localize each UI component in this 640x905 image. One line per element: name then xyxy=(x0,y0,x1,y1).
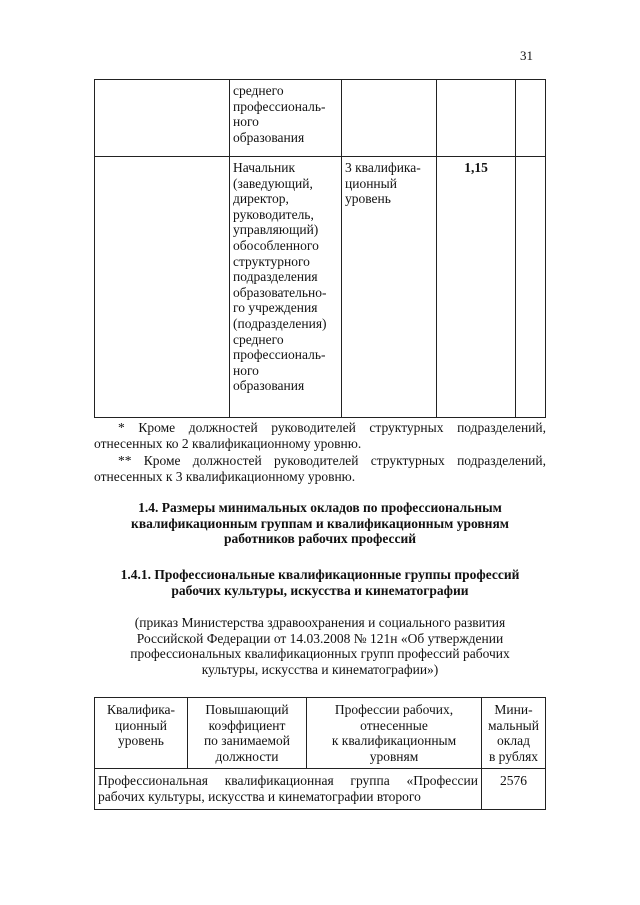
coefficient-cell: 1,15 xyxy=(437,157,516,418)
table-row xyxy=(95,769,546,809)
footnote-1: * Кроме должностей руководителей структурных подразделений, отнесенных ко 2 квалификационному уровню. xyxy=(94,420,546,451)
table-cell: среднего профессиональ- ного образования xyxy=(230,80,342,157)
table-cell xyxy=(342,80,437,157)
position-cell: Начальник (заведующий, директор, руководитель, управляющий) обособленного структурного подразделения образовательно- го учреждения (подразделения) среднего профессиональ- ного образования xyxy=(230,157,342,418)
subsection-heading: 1.4.1. Профессиональные квалификационные группы профессий рабочих культуры, искусства и кинематографии xyxy=(120,567,520,598)
table-cell xyxy=(95,157,230,418)
salary-cell: 2576 xyxy=(482,769,546,809)
positions-table-continued xyxy=(94,79,546,418)
table-cell xyxy=(516,80,546,157)
column-header: Профессии рабочих, отнесенные к квалификационным уровням xyxy=(307,698,482,769)
table-cell xyxy=(437,80,516,157)
table-header-row xyxy=(95,698,546,769)
column-header: Повышающий коэффициент по занимаемой должности xyxy=(188,698,307,769)
order-reference: (приказ Министерства здравоохранения и социального развития Российской Федерации от 14.03.2008 № 121н «Об утверждении профессиональных квалификационных групп профессий рабочих культуры, искусства и кинематографии») xyxy=(130,615,510,677)
footnote-2: ** Кроме должностей руководителей структурных подразделений, отнесенных к 3 квалификационному уровню. xyxy=(94,453,546,484)
table-row xyxy=(95,80,546,157)
page-number: 31 xyxy=(520,48,533,63)
table-cell xyxy=(516,157,546,418)
group-label-cell: Профессиональная квалификационная группа «Профессии рабочих культуры, искусства и кинематографии второго xyxy=(95,769,482,809)
section-heading: 1.4. Размеры минимальных окладов по профессиональным квалификационным группам и квалификационным уровням работников рабочих профессий xyxy=(131,500,509,547)
column-header: Мини- мальный оклад в рублях xyxy=(482,698,546,769)
column-header: Квалифика- ционный уровень xyxy=(95,698,188,769)
table-cell xyxy=(95,80,230,157)
qualification-level-cell: 3 квалифика- ционный уровень xyxy=(342,157,437,418)
table-row xyxy=(95,157,546,418)
worker-professions-table xyxy=(94,697,546,810)
